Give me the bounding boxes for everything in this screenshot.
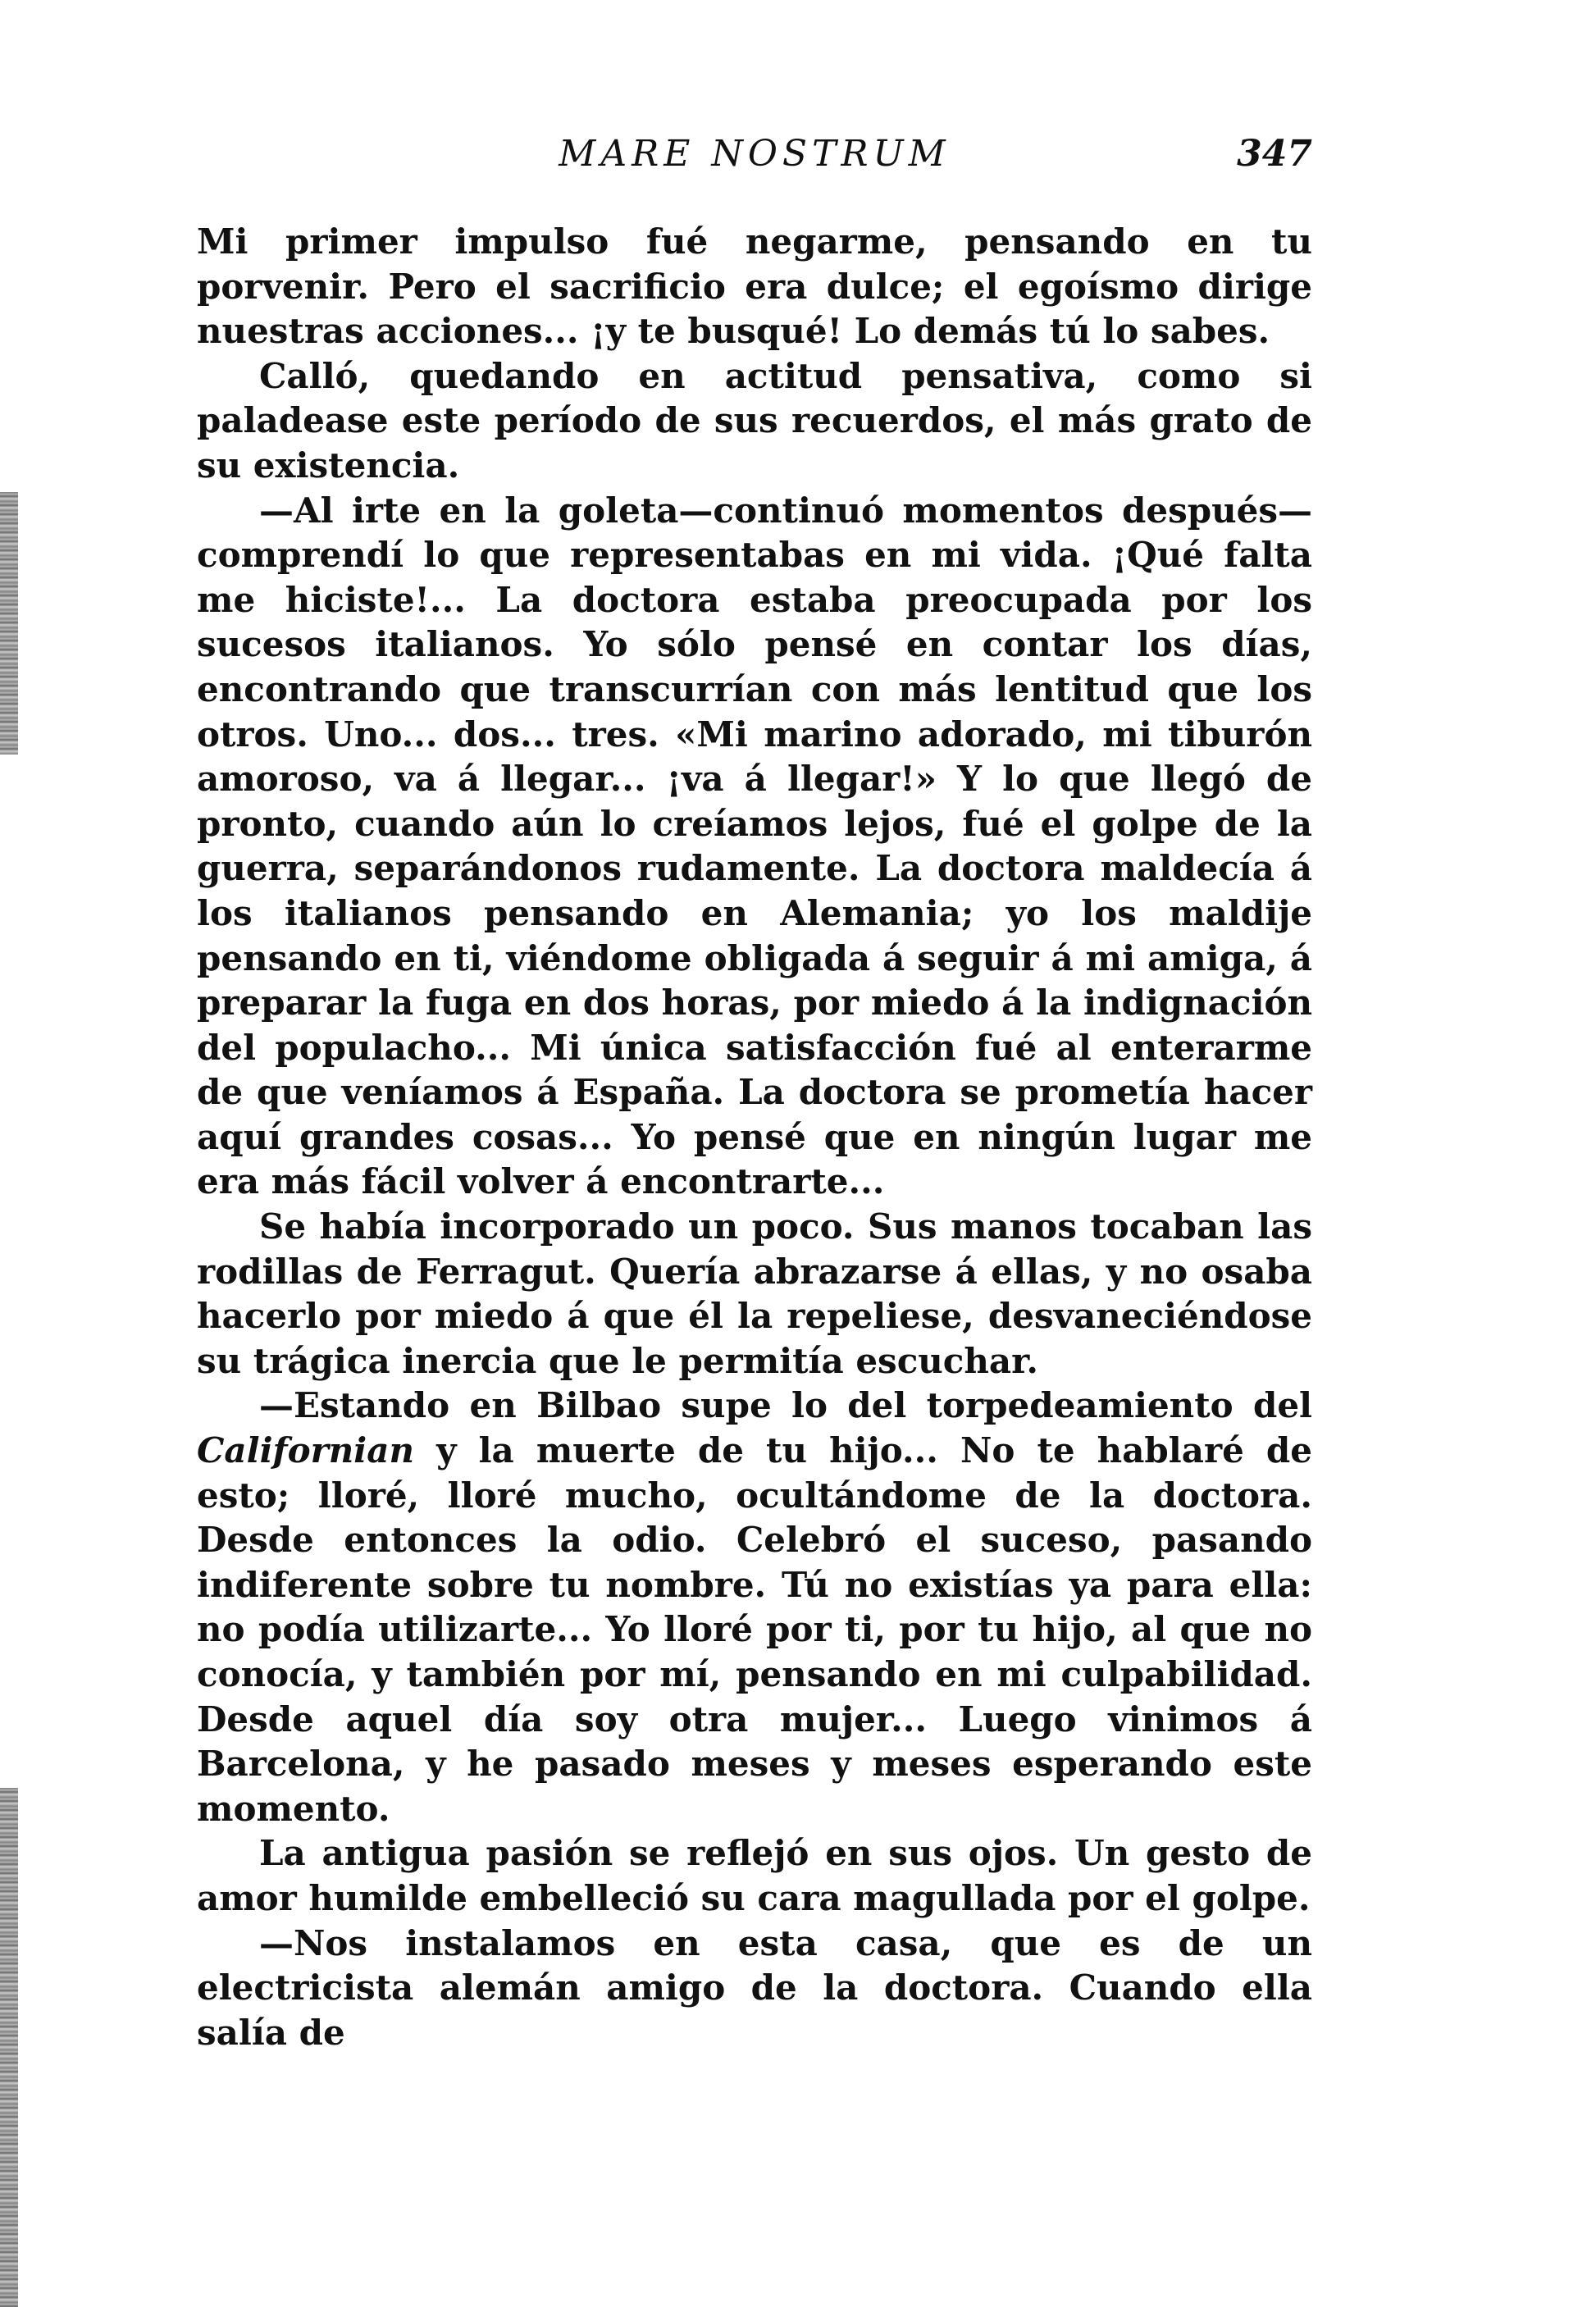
running-header: [197, 130, 1312, 179]
running-title: MARE NOSTRUM: [559, 133, 951, 175]
paragraph: Mi primer impulso fué negarme, pensando en tu porvenir. Pero el sacrificio era dulce; el egoísmo dirige nuestras acciones... ¡y te busqué! Lo demás tú lo sabes.: [197, 221, 1312, 352]
ship-name: Californian: [197, 1430, 415, 1471]
paragraph: La antigua pasión se reflejó en sus ojos. Un gesto de amor humilde embelleció su cara magullada por el golpe.: [197, 1833, 1312, 1918]
paragraph: Se había incorporado un poco. Sus manos tocaban las rodillas de Ferragut. Quería abrazarse á ellas, y no osaba hacerlo por miedo á que él la repeliese, desvaneciéndose su trágica inercia que le permitía escuchar.: [197, 1206, 1312, 1381]
paragraph: [197, 1384, 1312, 1831]
paragraph-text: y la muerte de tu hijo... No te hablaré de esto; lloré, lloré mucho, ocultándome de la doctora. Desde entonces la odio. Celebró el suceso, pasando indiferente sobre tu nombre. Tú no existías ya para ella: no podía utilizarte... Yo lloré por ti, por tu hijo, al que no conocía, y también por mí, pensando en mi culpabilidad. Desde aquel día soy otra mujer... Luego vinimos á Barcelona, y he pasado meses y meses esperando este momento.: [197, 1430, 1312, 1829]
paragraph: —Nos instalamos en esta casa, que es de un electricista alemán amigo de la doctora. Cuando ella salía de: [197, 1922, 1312, 2053]
paragraph-text: —Estando en Bilbao supe lo del torpedeamiento del: [259, 1385, 1312, 1426]
page-number: 347: [1237, 133, 1312, 175]
scan-edge-artifact: [0, 492, 18, 755]
body-text: [197, 220, 1312, 2055]
paragraph: Calló, quedando en actitud pensativa, como si paladease este período de sus recuerdos, el más grato de su existencia.: [197, 355, 1312, 486]
paragraph: —Al irte en la goleta—continuó momentos después—comprendí lo que representabas en mi vida. ¡Qué falta me hiciste!... La doctora estaba preocupada por los sucesos italianos. Yo sólo pensé en contar los días, encontrando que transcurrían con más lentitud que los otros. Uno... dos... tres. «Mi marino adorado, mi tiburón amoroso, va á llegar... ¡va á llegar!» Y lo que llegó de pronto, cuando aún lo creíamos lejos, fué el golpe de la guerra, separándonos rudamente. La doctora maldecía á los italianos pensando en Alemania; yo los maldije pensando en ti, viéndome obligada á seguir á mi amiga, á preparar la fuga en dos horas, por miedo á la indignación del populacho... Mi única satisfacción fué al enterarme de que veníamos á España. La doctora se prometía hacer aquí grandes cosas... Yo pensé que en ningún lugar me era más fácil volver á encontrarte...: [197, 490, 1312, 1202]
scan-edge-artifact: [0, 1788, 18, 2307]
